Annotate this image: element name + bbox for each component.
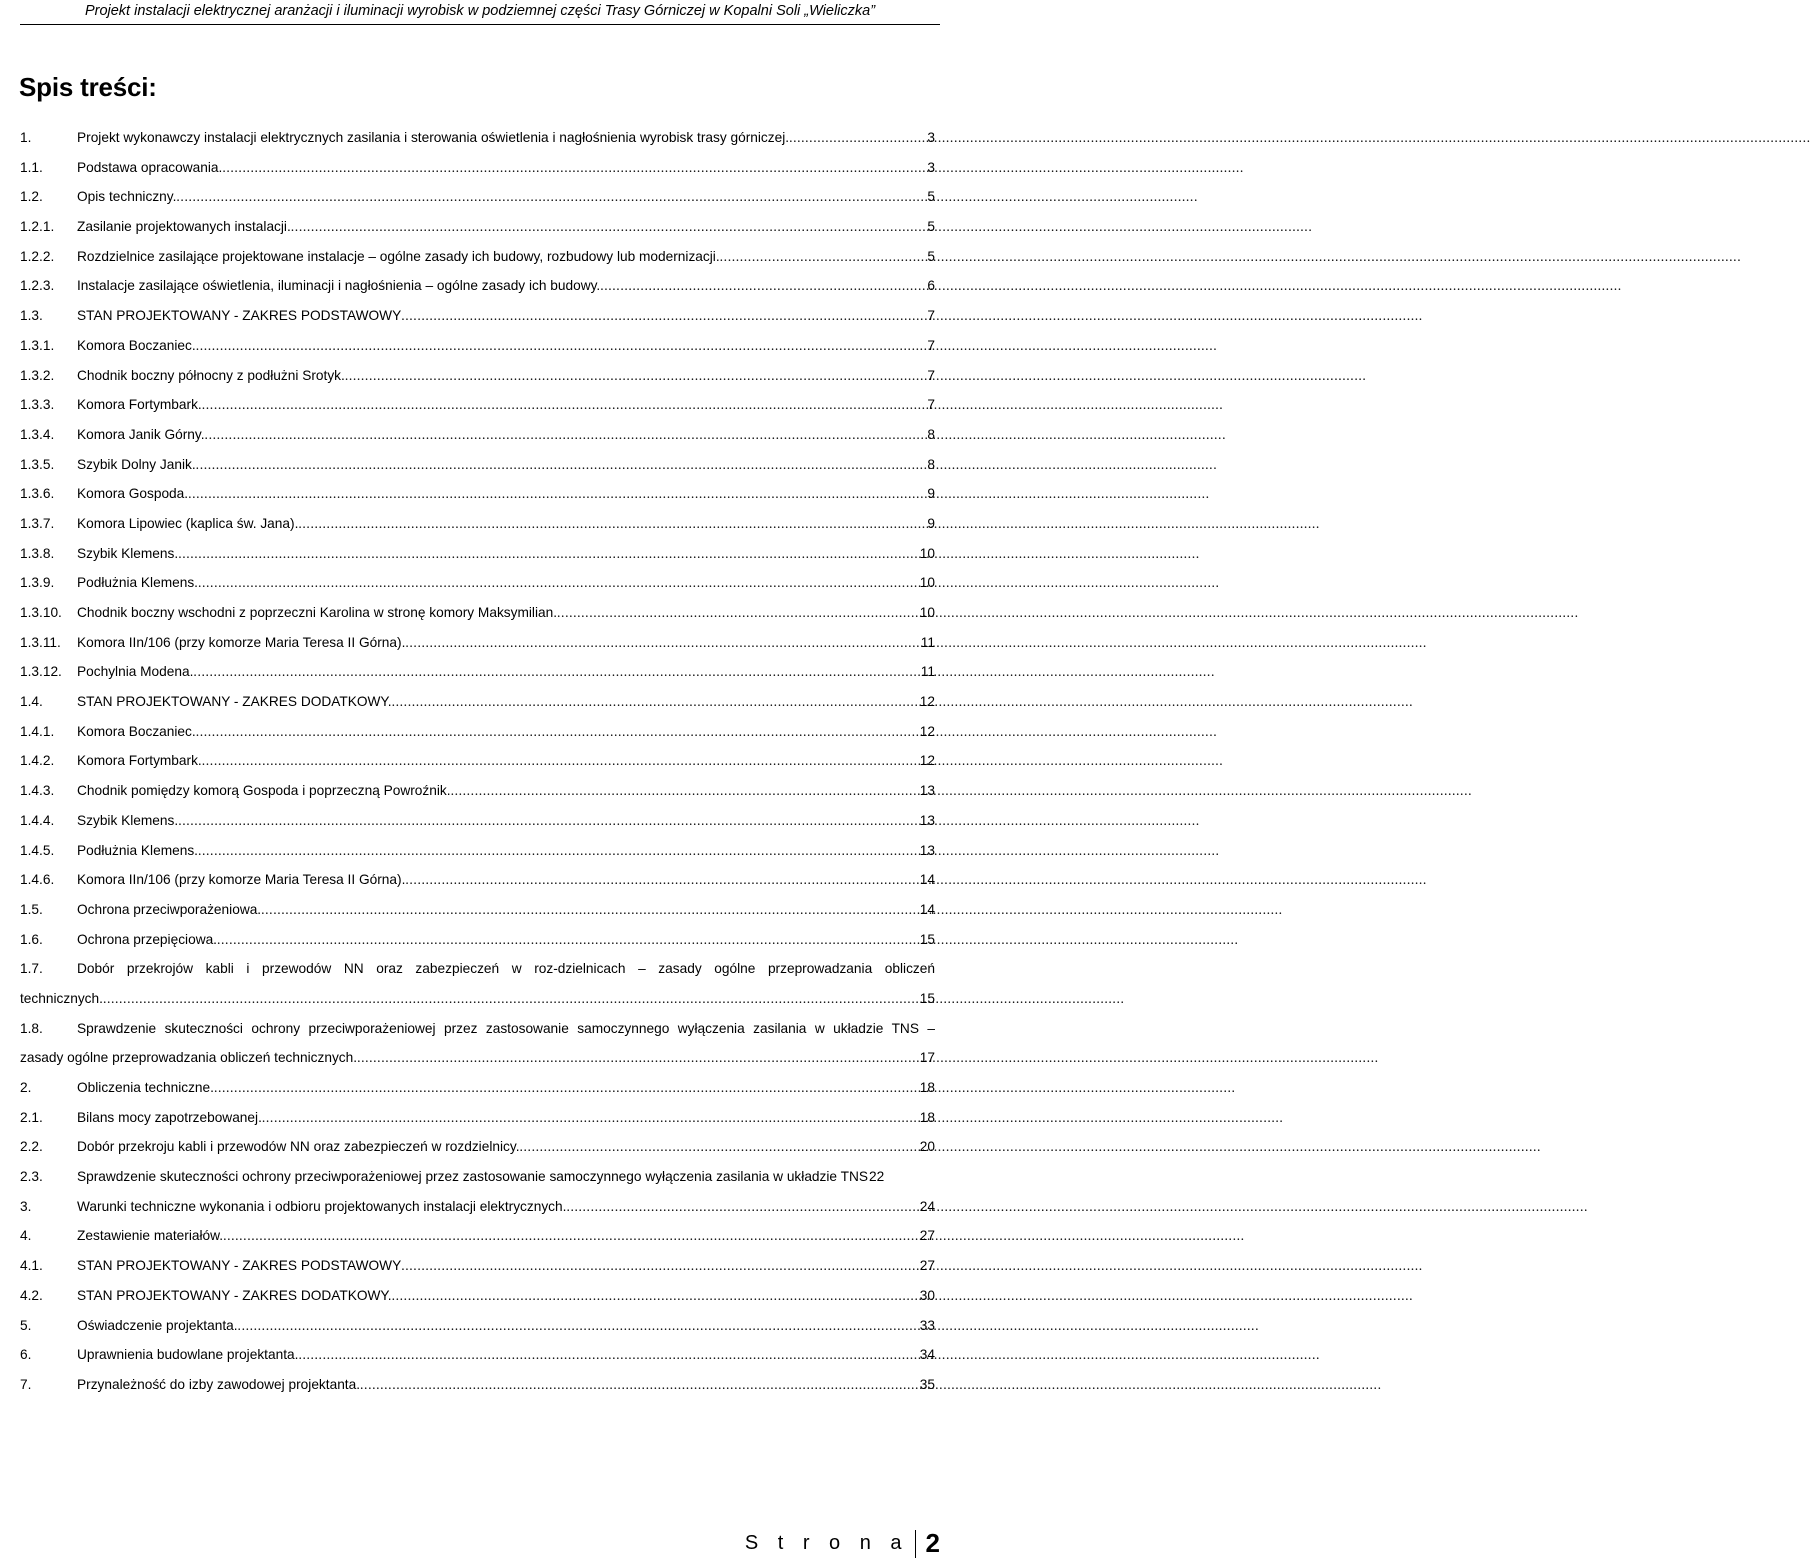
toc-entry-line	[20, 305, 935, 335]
toc-dot-leader	[261, 899, 919, 929]
toc-entry[interactable]	[20, 186, 935, 216]
toc-entry-title[interactable]: Zestawienie materiałów.	[77, 1228, 224, 1244]
toc-entry-page[interactable]: 18	[919, 1080, 935, 1096]
toc-entry-number: 1.3.3.	[20, 397, 55, 413]
toc-entry-page[interactable]: 14	[919, 872, 935, 888]
toc-entry-page[interactable]: 7	[927, 337, 935, 353]
toc-entry[interactable]	[20, 424, 935, 454]
toc-entry-line	[20, 1225, 935, 1255]
toc-dot-leader	[198, 572, 919, 602]
toc-entry-line	[20, 929, 935, 959]
toc-dot-leader	[196, 454, 927, 484]
toc-entry-line	[20, 216, 935, 246]
toc-dot-leader	[789, 127, 926, 157]
toc-entry-page[interactable]: 12	[919, 753, 935, 769]
toc-entry[interactable]	[20, 840, 935, 870]
toc-entry-line	[20, 335, 935, 365]
toc-dot-leader	[405, 869, 918, 899]
toc-entry[interactable]	[20, 780, 935, 810]
toc-entry[interactable]	[20, 1136, 935, 1166]
toc-entry-page[interactable]: 15	[919, 931, 935, 947]
toc-dot-leader	[298, 1344, 918, 1374]
toc-entry-line	[20, 186, 935, 216]
toc-entry-line	[20, 661, 935, 691]
toc-entry-title[interactable]: Sprawdzenie skuteczności ochrony przeciwporażeniowej przez zastosowanie samoczynnego wyłączenia zasilania w układzie TNS –	[77, 1020, 935, 1036]
toc-entry-number: 1.2.	[20, 189, 43, 205]
toc-entry-number: 1.3.12.	[20, 664, 62, 680]
toc-entry-title[interactable]: Komora Gospoda.	[77, 486, 189, 502]
toc-entry-line	[20, 602, 935, 632]
toc-entry-title[interactable]: Obliczenia techniczne.	[77, 1080, 214, 1096]
toc-entry-number: 1.1.	[20, 159, 43, 175]
toc-entry[interactable]	[20, 157, 935, 187]
toc-entry[interactable]	[20, 958, 935, 1017]
toc-dot-leader	[196, 721, 919, 751]
toc-entry-title[interactable]: STAN PROJEKTOWANY - ZAKRES PODSTAWOWY	[77, 1258, 402, 1274]
toc-entry[interactable]	[20, 513, 935, 543]
toc-dot-leader	[357, 1047, 919, 1077]
toc-entry-number: 1.4.4.	[20, 812, 55, 828]
toc-entry-number: 1.4.	[20, 694, 43, 710]
toc-entry-number: 1.8.	[20, 1020, 43, 1036]
toc-entry-number: 2.1.	[20, 1109, 43, 1125]
toc-entry-page[interactable]: 35	[919, 1376, 935, 1392]
toc-entry-number: 1.3.5.	[20, 456, 55, 472]
toc-dot-leader	[520, 1136, 919, 1166]
toc-dot-leader	[222, 157, 926, 187]
toc-entry-title[interactable]: Komora Boczaniec.	[77, 337, 196, 353]
toc-entry-page[interactable]: 3	[927, 130, 935, 145]
toc-entry-line	[20, 899, 935, 929]
toc-entry-line	[20, 1344, 935, 1374]
toc-dot-leader	[360, 1374, 919, 1404]
toc-entry-page[interactable]: 18	[919, 1109, 935, 1125]
toc-entry[interactable]	[20, 127, 935, 157]
toc-entry-title[interactable]: STAN PROJEKTOWANY - ZAKRES DODATKOWY.	[77, 694, 392, 710]
toc-entry-number: 1.3.2.	[20, 367, 55, 383]
toc-entry-page[interactable]: 11	[920, 664, 935, 680]
toc-dot-leader	[720, 246, 927, 276]
toc-entry-page[interactable]: 7	[927, 397, 935, 413]
toc-entry[interactable]	[20, 1077, 935, 1107]
toc-entry-title[interactable]: Komora Fortymbark.	[77, 397, 202, 413]
toc-entry-line	[20, 424, 935, 454]
toc-entry-line	[20, 1255, 935, 1285]
toc-entry-page[interactable]: 10	[919, 605, 935, 620]
toc-entry-title[interactable]: Komora Lipowiec (kaplica św. Jana).	[77, 515, 299, 531]
toc-entry-number: 1.4.2.	[20, 753, 55, 769]
toc-entry-number: 1.2.1.	[20, 219, 55, 235]
toc-dot-leader	[223, 1225, 919, 1255]
toc-entry-number: 1.3.10.	[20, 605, 62, 620]
toc-entry[interactable]	[20, 899, 935, 929]
toc-entry-number: 1.3.11.	[20, 634, 61, 650]
toc-entry[interactable]	[20, 750, 935, 780]
toc-entry-title[interactable]: Komora IIn/106 (przy komorze Maria Teresa II Górna).	[77, 634, 406, 650]
toc-entry-title[interactable]: Komora IIn/106 (przy komorze Maria Teresa II Górna).	[77, 872, 406, 888]
page-label: S t r o n a	[744, 1532, 909, 1554]
toc-entry[interactable]	[20, 454, 935, 484]
toc-dot-leader	[566, 1196, 918, 1226]
toc-entry-line	[20, 1047, 935, 1077]
toc-entry-page[interactable]: 17	[919, 1050, 935, 1066]
toc-entry-line	[20, 869, 935, 899]
toc-entry-page[interactable]: 34	[919, 1347, 935, 1363]
toc-entry-page[interactable]: 7	[927, 308, 935, 324]
toc-entry[interactable]	[20, 721, 935, 751]
toc-entry-number: 1.3.7.	[20, 515, 55, 531]
toc-dot-leader	[298, 513, 926, 543]
toc-dot-leader	[178, 810, 919, 840]
toc-entry[interactable]	[20, 543, 935, 573]
toc-entry[interactable]	[20, 1225, 935, 1255]
toc-entry[interactable]	[20, 632, 935, 662]
toc-entry[interactable]	[20, 394, 935, 424]
toc-entry-page[interactable]: 30	[919, 1287, 935, 1303]
toc-entry-page[interactable]: 7	[927, 367, 935, 383]
toc-entry-page[interactable]: 8	[927, 426, 935, 442]
toc-entry-page[interactable]: 3	[927, 159, 935, 175]
toc-entry-title[interactable]: Podstawa opracowania.	[77, 159, 223, 175]
toc-entry-line	[20, 543, 935, 573]
toc-dot-leader	[392, 691, 919, 721]
toc-entry-line	[20, 691, 935, 721]
page-footer	[745, 1528, 940, 1559]
toc-entry-line	[20, 365, 935, 395]
toc-entry-line	[20, 958, 935, 988]
toc-entry-title[interactable]: Bilans mocy zapotrzebowanej.	[77, 1109, 262, 1125]
toc-entry[interactable]	[20, 1255, 935, 1285]
toc-dot-leader	[401, 305, 926, 335]
toc-entry-line	[20, 988, 935, 1018]
toc-entry-line	[20, 454, 935, 484]
toc-entry-number: 1.4.5.	[20, 842, 55, 858]
table-of-contents	[20, 127, 935, 1404]
toc-entry[interactable]	[20, 483, 935, 513]
toc-dot-leader	[188, 483, 926, 513]
toc-entry-title[interactable]: STAN PROJEKTOWANY - ZAKRES DODATKOWY.	[77, 1287, 392, 1303]
toc-dot-leader	[345, 365, 927, 395]
toc-entry[interactable]	[20, 335, 935, 365]
toc-dot-leader	[196, 335, 927, 365]
toc-entry-title[interactable]: Przynależność do izby zawodowej projektanta.	[77, 1376, 361, 1392]
toc-entry-number: 1.5.	[20, 901, 43, 917]
toc-entry-title[interactable]: Ochrona przepięciowa.	[77, 931, 217, 947]
toc-entry-title[interactable]: Komora Janik Górny.	[77, 426, 205, 442]
toc-entry-title[interactable]: Warunki techniczne wykonania i odbioru projektowanych instalacji elektrycznych.	[77, 1198, 567, 1214]
toc-entry-number: 4.1.	[20, 1258, 43, 1274]
toc-entry[interactable]	[20, 246, 935, 276]
toc-entry-number: 1.3.	[20, 308, 43, 324]
toc-entry-page[interactable]: 10	[919, 575, 935, 591]
toc-entry-number: 4.2.	[20, 1287, 43, 1303]
toc-entry-title[interactable]: Opis techniczny.	[77, 189, 177, 205]
toc-dot-leader	[392, 1285, 919, 1315]
toc-entry-title[interactable]: Komora Fortymbark.	[77, 753, 202, 769]
toc-entry[interactable]	[20, 691, 935, 721]
toc-dot-leader	[202, 750, 919, 780]
toc-entry-page[interactable]: 9	[927, 515, 935, 531]
toc-entry-number: 7.	[20, 1376, 32, 1392]
toc-entry-line	[20, 513, 935, 543]
toc-entry-page[interactable]: 12	[919, 723, 935, 739]
toc-entry-title[interactable]: Szybik Klemens.	[77, 545, 179, 561]
toc-dot-leader	[103, 988, 919, 1018]
toc-entry-number: 1.3.4.	[20, 426, 55, 442]
toc-entry-page[interactable]: 11	[920, 634, 935, 650]
toc-entry-line	[20, 1196, 935, 1226]
toc-entry-title-cont[interactable]: technicznych.	[20, 990, 103, 1006]
toc-entry[interactable]	[20, 1374, 935, 1404]
toc-entry-number: 2.2.	[20, 1139, 43, 1155]
toc-entry-line	[20, 780, 935, 810]
toc-entry-title[interactable]: Chodnik boczny wschodni z poprzeczni Karolina w stronę komory Maksymilian.	[77, 605, 558, 620]
toc-entry[interactable]	[20, 305, 935, 335]
toc-entry-line	[20, 394, 935, 424]
toc-entry[interactable]	[20, 216, 935, 246]
toc-dot-leader	[238, 1315, 919, 1345]
toc-entry-number: 1.4.1.	[20, 723, 55, 739]
toc-entry-line	[20, 1018, 935, 1048]
toc-entry-number: 2.	[20, 1080, 32, 1096]
toc-entry-title-cont[interactable]: zasady ogólne przeprowadzania obliczeń technicznych.	[20, 1050, 358, 1066]
toc-entry-title[interactable]: Chodnik boczny północny z podłużni Srotyk.	[77, 367, 345, 383]
toc-entry[interactable]	[20, 602, 935, 632]
toc-entry-line	[20, 1136, 935, 1166]
toc-entry-title[interactable]: STAN PROJEKTOWANY - ZAKRES PODSTAWOWY	[77, 308, 402, 324]
toc-entry[interactable]	[20, 275, 935, 305]
toc-entry[interactable]	[20, 1166, 935, 1196]
toc-entry-number: 6.	[20, 1347, 32, 1363]
toc-entry[interactable]	[20, 1344, 935, 1374]
toc-entry-title[interactable]: Ochrona przeciwporażeniowa.	[77, 901, 262, 917]
toc-entry-page[interactable]: 8	[927, 456, 935, 472]
toc-entry-page[interactable]: 13	[919, 783, 935, 799]
toc-entry-title[interactable]: Oświadczenie projektanta.	[77, 1317, 238, 1333]
toc-dot-leader	[405, 632, 919, 662]
toc-entry[interactable]	[20, 1196, 935, 1226]
toc-entry-line	[20, 157, 935, 187]
toc-entry-line	[20, 840, 935, 870]
toc-dot-leader	[600, 275, 926, 305]
toc-entry-page[interactable]: 12	[919, 694, 935, 710]
toc-entry-line	[20, 127, 935, 157]
toc-entry-title[interactable]: Instalacje zasilające oświetlenia, iluminacji i nagłośnienia – ogólne zasady ich budowy.	[77, 278, 601, 294]
toc-dot-leader	[451, 780, 919, 810]
toc-dot-leader	[205, 424, 927, 454]
toc-entry-number: 1.3.8.	[20, 545, 55, 561]
toc-entry-number: 2.3.	[20, 1169, 43, 1185]
toc-entry[interactable]	[20, 1315, 935, 1345]
toc-entry-title[interactable]: Sprawdzenie skuteczności ochrony przeciwporażeniowej przez zastosowanie samoczynnego wyłączenia zasilania w układzie TNS	[77, 1169, 868, 1185]
toc-entry[interactable]	[20, 1018, 935, 1077]
toc-entry-line	[20, 1285, 935, 1315]
toc-entry-page[interactable]: 27	[919, 1228, 935, 1244]
toc-entry-line	[20, 572, 935, 602]
toc-entry-number: 1.6.	[20, 931, 43, 947]
toc-entry[interactable]	[20, 1285, 935, 1315]
toc-entry-line	[20, 721, 935, 751]
toc-entry-title[interactable]: Komora Boczaniec.	[77, 723, 196, 739]
toc-dot-leader	[291, 216, 927, 246]
toc-entry-number: 1.3.9.	[20, 575, 55, 591]
toc-entry[interactable]	[20, 365, 935, 395]
toc-entry[interactable]	[20, 572, 935, 602]
toc-entry-line	[20, 810, 935, 840]
toc-entry-line	[20, 1374, 935, 1404]
toc-entry-page[interactable]: 20	[919, 1139, 935, 1155]
toc-entry-page[interactable]: 27	[919, 1258, 935, 1274]
toc-entry-title[interactable]: Uprawnienia budowlane projektanta.	[77, 1347, 299, 1363]
toc-entry-line	[20, 632, 935, 662]
toc-entry[interactable]	[20, 1107, 935, 1137]
toc-dot-leader	[178, 543, 919, 573]
toc-entry-number: 1.4.3.	[20, 783, 55, 799]
toc-entry-page[interactable]: 13	[919, 812, 935, 828]
toc-entry[interactable]	[20, 929, 935, 959]
toc-entry-line	[20, 246, 935, 276]
toc-entry-number: 1.2.3.	[20, 278, 55, 294]
toc-entry-title[interactable]: Podłużnia Klemens.	[77, 575, 198, 591]
toc-dot-leader	[557, 602, 919, 632]
toc-entry-line	[20, 1107, 935, 1137]
toc-entry-number: 1.4.6.	[20, 872, 55, 888]
toc-entry-title[interactable]: Szybik Klemens.	[77, 812, 179, 828]
toc-entry-number: 1.2.2.	[20, 248, 55, 264]
toc-entry-title[interactable]: Dobór przekrojów kabli i przewodów NN oraz zabezpieczeń w roz-dzielnicach – zasady ogólne przeprowadzania obliczeń	[77, 961, 935, 977]
toc-entry-line	[20, 1166, 935, 1196]
toc-entry[interactable]	[20, 661, 935, 691]
toc-dot-leader	[262, 1107, 919, 1137]
footer-divider	[915, 1530, 916, 1558]
toc-entry-title[interactable]: Pochylnia Modena.	[77, 664, 194, 680]
toc-entry-page[interactable]: 5	[927, 189, 935, 205]
toc-entry-line	[20, 275, 935, 305]
toc-entry-title[interactable]: Projekt wykonawczy instalacji elektrycznych zasilania i sterowania oświetlenia i nagłośnienia wyrobisk trasy górniczej.	[77, 130, 790, 145]
toc-entry-title[interactable]: Podłużnia Klemens.	[77, 842, 198, 858]
running-header	[20, 0, 940, 25]
toc-entry[interactable]	[20, 810, 935, 840]
toc-entry-line	[20, 1315, 935, 1345]
toc-entry-page[interactable]: 5	[927, 219, 935, 235]
toc-entry-number: 1.3.6.	[20, 486, 55, 502]
toc-entry-title[interactable]: Szybik Dolny Janik.	[77, 456, 196, 472]
toc-entry-title[interactable]: Zasilanie projektowanych instalacji.	[77, 219, 291, 235]
toc-dot-leader	[202, 394, 927, 424]
toc-entry[interactable]	[20, 869, 935, 899]
toc-entry-page[interactable]: 10	[919, 545, 935, 561]
page-number: 2	[925, 1528, 940, 1558]
toc-entry-page[interactable]: 15	[919, 990, 935, 1006]
toc-entry-number: 5.	[20, 1317, 32, 1333]
toc-entry-number: 1.3.1.	[20, 337, 55, 353]
toc-heading: Spis treści:	[19, 72, 157, 102]
toc-entry-line	[20, 483, 935, 513]
toc-entry-page[interactable]: 13	[919, 842, 935, 858]
toc-entry-line	[20, 1077, 935, 1107]
toc-entry-page[interactable]: 5	[927, 248, 935, 264]
toc-entry-number: 3.	[20, 1198, 32, 1214]
toc-entry-line	[20, 750, 935, 780]
toc-entry-title[interactable]: Dobór przekroju kabli i przewodów NN oraz zabezpieczeń w rozdzielnicy.	[77, 1139, 520, 1155]
toc-entry-page[interactable]: 24	[919, 1198, 935, 1214]
toc-entry-page[interactable]: 6	[927, 278, 935, 294]
toc-dot-leader	[214, 1077, 919, 1107]
toc-dot-leader	[193, 661, 919, 691]
toc-entry-title[interactable]: Rozdzielnice zasilające projektowane instalacje – ogólne zasady ich budowy, rozbudowy lub modernizacji.	[77, 248, 720, 264]
toc-dot-leader	[401, 1255, 919, 1285]
toc-entry-number: 4.	[20, 1228, 32, 1244]
toc-entry-title[interactable]: Chodnik pomiędzy komorą Gospoda i poprzeczną Powroźnik.	[77, 783, 451, 799]
toc-dot-leader	[198, 840, 919, 870]
running-header-text: Projekt instalacji elektrycznej aranżacji i iluminacji wyrobisk w podziemnej części Trasy Górniczej w Kopalni Soli „Wieliczka”	[84, 3, 876, 19]
toc-entry-page[interactable]: 9	[927, 486, 935, 502]
toc-dot-leader	[176, 186, 926, 216]
toc-entry-page[interactable]: 14	[919, 901, 935, 917]
toc-entry-page[interactable]: 22	[868, 1169, 885, 1185]
toc-entry-page[interactable]: 33	[919, 1317, 935, 1333]
toc-entry-number: 1.7.	[20, 961, 43, 977]
toc-dot-leader	[217, 929, 919, 959]
toc-entry-number: 1.	[20, 130, 32, 145]
